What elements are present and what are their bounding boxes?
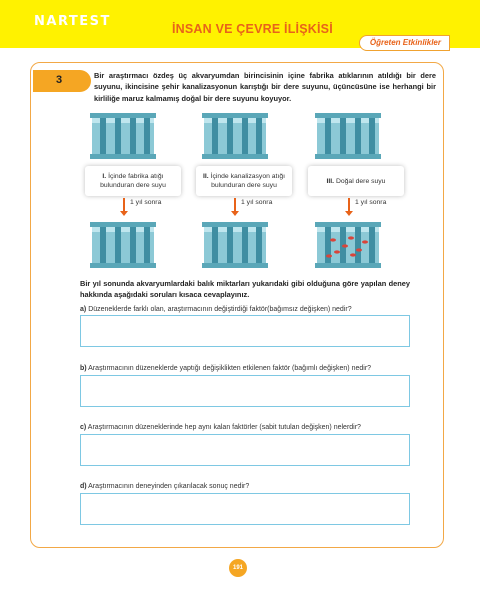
aquarium-before-2 xyxy=(202,113,268,159)
aquarium-before-3 xyxy=(315,113,381,159)
arrow-text-2: 1 yıl sonra xyxy=(241,199,273,206)
aquarium-after-1 xyxy=(90,222,156,268)
unit-title: İNSAN VE ÇEVRE İLİŞKİSİ xyxy=(172,22,333,36)
prompt-text: Bir yıl sonunda akvaryumlardaki balık miktarları yukarıdaki gibi olduğuna göre yapılan deney hakkında aşağıdaki soruları kısaca cevaplayınız. xyxy=(80,279,410,299)
subquestion-b: b) Araştırmacının düzeneklerde yaptığı değişiklikten etkilenen faktör (bağımlı değişken) nedir? xyxy=(80,365,372,372)
setup-label-1: I. İçinde fabrika atığı bulunduran dere suyu xyxy=(85,166,181,196)
arrow-1 xyxy=(123,198,125,212)
aquarium-after-3-with-fish xyxy=(315,222,381,268)
aquarium-after-2 xyxy=(202,222,268,268)
setup-label-2: II. İçinde kanalizasyon atığı bulunduran dere suyu xyxy=(196,166,292,196)
aquarium-before-1 xyxy=(90,113,156,159)
page-number: 191 xyxy=(229,559,247,577)
arrow-3 xyxy=(348,198,350,212)
answer-box-c[interactable] xyxy=(80,434,410,466)
arrow-text-3: 1 yıl sonra xyxy=(355,199,387,206)
question-text: Bir araştırmacı özdeş üç akvaryumdan birincisinin içine fabrika atıklarının atıldığı bir dere suyunu, ikincisine şehir kanalizasyonun karıştığı bir dere suyunu, üçüncüsüne ise herhangi bir kirliliğe maruz kalmamış doğal bir dere suyunu koyuyor. xyxy=(94,71,436,103)
arrow-2 xyxy=(234,198,236,212)
answer-box-d[interactable] xyxy=(80,493,410,525)
subquestion-a: a) Düzeneklerde farklı olan, araştırmacının değiştirdiği faktör(bağımsız değişken) nedir? xyxy=(80,306,352,313)
setup-label-3: III. Doğal dere suyu xyxy=(308,166,404,196)
answer-box-b[interactable] xyxy=(80,375,410,407)
question-number: 3 xyxy=(33,70,91,92)
publisher-logo: NARTEST xyxy=(34,14,111,29)
answer-box-a[interactable] xyxy=(80,315,410,347)
subquestion-c: c) Araştırmacının düzeneklerinde hep aynı kalan faktörler (sabit tutulan değişken) nelerdir? xyxy=(80,424,361,431)
arrow-text-1: 1 yıl sonra xyxy=(130,199,162,206)
section-tag: Öğreten Etkinlikler xyxy=(359,35,450,51)
subquestion-d: d) Araştırmacının deneyinden çıkarılacak sonuç nedir? xyxy=(80,483,250,490)
